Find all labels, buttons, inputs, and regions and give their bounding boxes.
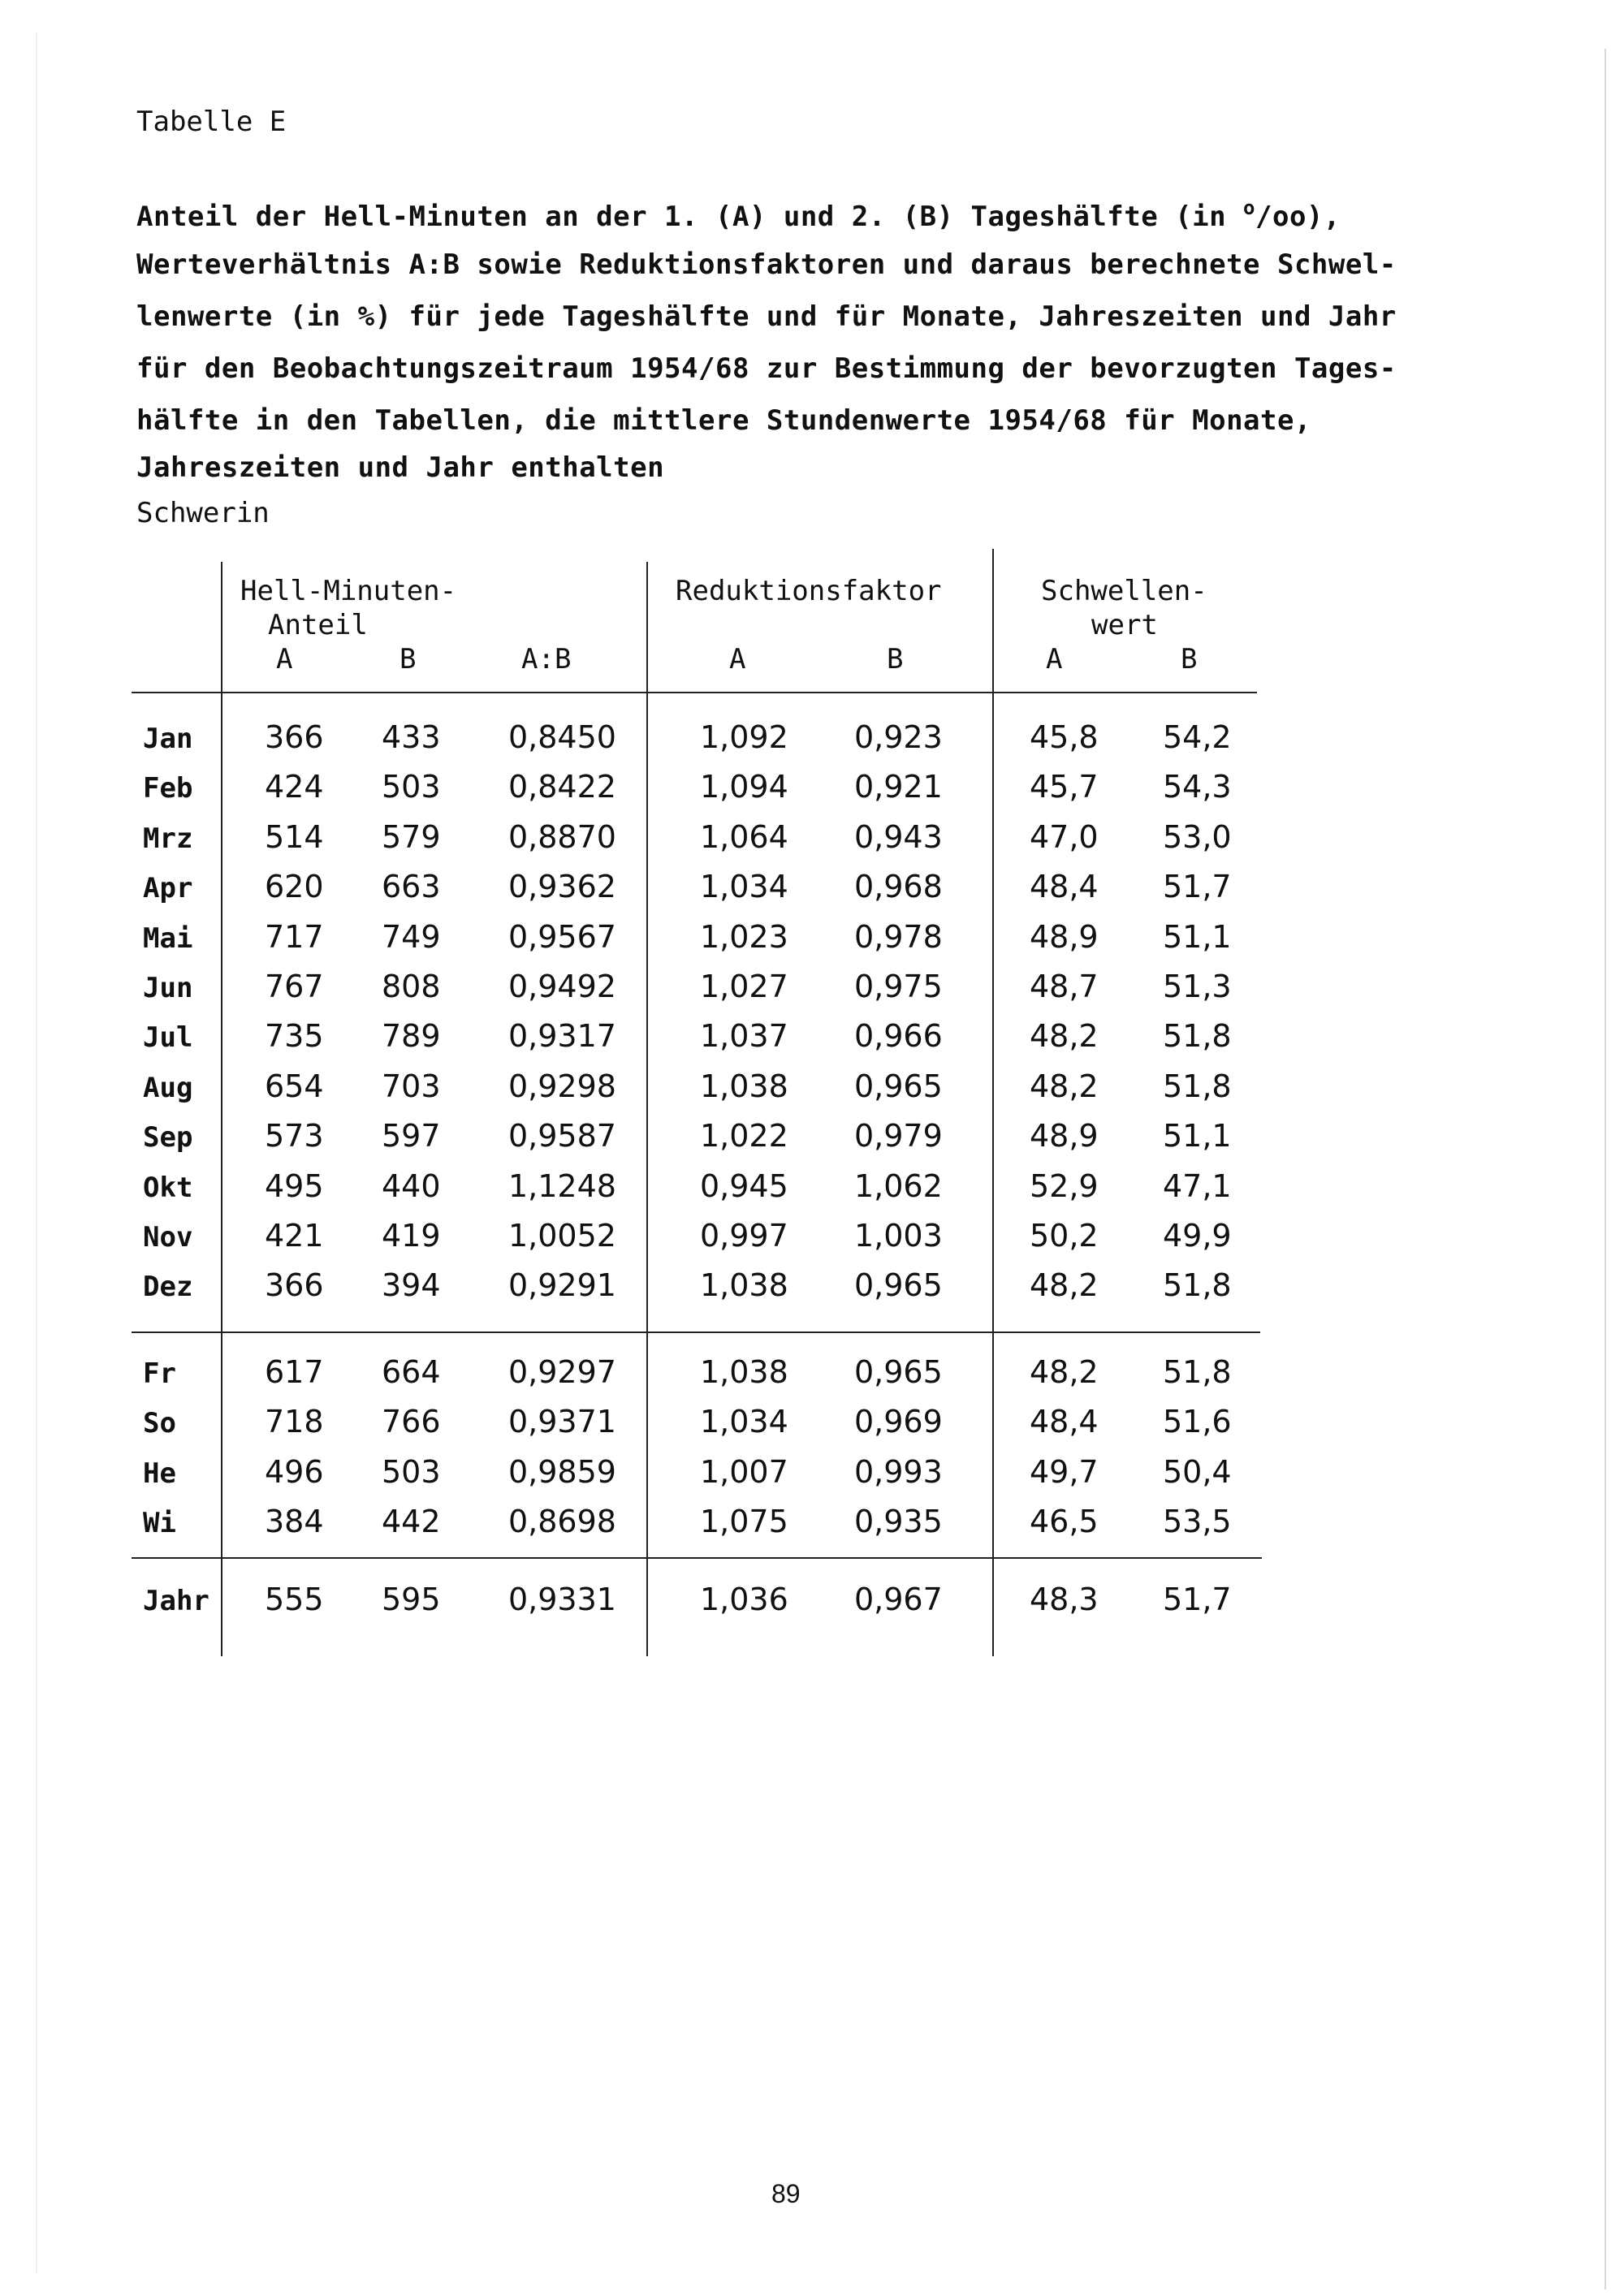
header-anteil: Anteil: [268, 609, 368, 641]
caption-line: Jahreszeiten und Jahr enthalten: [136, 451, 665, 484]
cell-red-a: 1,092: [700, 719, 788, 755]
cell-hell-b: 808: [382, 969, 441, 1004]
cell-ratio: 0,9298: [508, 1068, 616, 1104]
cell-ratio: 0,9291: [508, 1267, 616, 1303]
cell-hell-b: 664: [382, 1354, 441, 1390]
table-label: Tabelle E: [136, 106, 287, 138]
cell-red-b: 0,979: [854, 1118, 943, 1154]
season-label: Wi: [143, 1507, 176, 1539]
cell-red-a: 1,034: [700, 1404, 788, 1439]
cell-red-a: 1,038: [700, 1068, 788, 1104]
cell-hell-a: 717: [265, 919, 324, 955]
cell-red-b: 0,965: [854, 1354, 943, 1390]
cell-red-a: 0,945: [700, 1168, 788, 1204]
cell-hell-b: 440: [382, 1168, 441, 1204]
cell-hell-a: 767: [265, 969, 324, 1004]
cell-hell-a: 495: [265, 1168, 324, 1204]
station-name: Schwerin: [136, 497, 270, 529]
cell-sch-b: 53,0: [1163, 819, 1232, 855]
header-reduktionsfaktor: Reduktionsfaktor: [676, 575, 942, 607]
month-label: Mrz: [143, 822, 193, 855]
header-sch-b: B: [1181, 643, 1198, 675]
cell-sch-b: 53,5: [1163, 1504, 1232, 1539]
cell-ratio: 0,8422: [508, 769, 616, 805]
cell-sch-b: 50,4: [1163, 1454, 1232, 1490]
cell-hell-a: 718: [265, 1404, 324, 1439]
cell-hell-b: 766: [382, 1404, 441, 1439]
month-label: Apr: [143, 872, 193, 904]
cell-ratio: 0,9362: [508, 869, 616, 904]
cell-ratio: 0,9331: [508, 1582, 616, 1617]
cell-sch-a: 48,2: [1030, 1068, 1099, 1104]
cell-red-a: 1,036: [700, 1582, 788, 1617]
cell-ratio: 0,9317: [508, 1018, 616, 1054]
cell-red-b: 0,921: [854, 769, 943, 805]
cell-red-b: 0,967: [854, 1582, 943, 1617]
caption-line: Werteverhältnis A:B sowie Reduktionsfaktoren und daraus berechnete Schwel-: [136, 248, 1397, 281]
month-label: Mai: [143, 922, 193, 955]
cell-hell-a: 573: [265, 1118, 324, 1154]
cell-red-b: 0,935: [854, 1504, 943, 1539]
cell-sch-a: 49,7: [1030, 1454, 1099, 1490]
header-wert: wert: [1091, 609, 1158, 641]
month-label: Dez: [143, 1271, 193, 1303]
cell-ratio: 0,9587: [508, 1118, 616, 1154]
cell-sch-b: 47,1: [1163, 1168, 1232, 1204]
cell-hell-b: 442: [382, 1504, 441, 1539]
cell-hell-b: 595: [382, 1582, 441, 1617]
cell-red-a: 0,997: [700, 1218, 788, 1254]
cell-hell-b: 433: [382, 719, 441, 755]
cell-hell-b: 789: [382, 1018, 441, 1054]
header-red-a: A: [729, 643, 746, 675]
cell-ratio: 0,9371: [508, 1404, 616, 1439]
cell-hell-b: 703: [382, 1068, 441, 1104]
cell-sch-a: 50,2: [1030, 1218, 1099, 1254]
cell-hell-a: 555: [265, 1582, 324, 1617]
cell-ratio: 0,9859: [508, 1454, 616, 1490]
header-hell-a: A: [276, 643, 293, 675]
scan-edge-left: [36, 32, 37, 2273]
cell-red-a: 1,007: [700, 1454, 788, 1490]
cell-hell-b: 597: [382, 1118, 441, 1154]
year-label: Jahr: [143, 1585, 209, 1617]
header-ratio: A:B: [521, 643, 572, 675]
scan-edge-right: [1605, 49, 1606, 2290]
cell-hell-b: 579: [382, 819, 441, 855]
cell-sch-b: 51,7: [1163, 1582, 1232, 1617]
cell-red-b: 0,978: [854, 919, 943, 955]
header-rule: [132, 692, 1257, 693]
cell-hell-a: 620: [265, 869, 324, 904]
page-number: 89: [771, 2179, 801, 2208]
cell-sch-a: 48,3: [1030, 1582, 1099, 1617]
cell-sch-a: 48,9: [1030, 919, 1099, 955]
cell-sch-a: 48,2: [1030, 1267, 1099, 1303]
cell-hell-a: 514: [265, 819, 324, 855]
cell-hell-b: 749: [382, 919, 441, 955]
cell-sch-b: 51,8: [1163, 1018, 1232, 1054]
cell-sch-b: 49,9: [1163, 1218, 1232, 1254]
cell-sch-b: 51,1: [1163, 1118, 1232, 1154]
cell-red-a: 1,022: [700, 1118, 788, 1154]
cell-sch-a: 48,2: [1030, 1018, 1099, 1054]
cell-red-b: 0,943: [854, 819, 943, 855]
cell-sch-b: 51,8: [1163, 1267, 1232, 1303]
header-hell-minuten: Hell-Minuten-: [240, 575, 457, 607]
cell-red-b: 0,966: [854, 1018, 943, 1054]
cell-hell-a: 366: [265, 719, 324, 755]
caption-line: lenwerte (in %) für jede Tageshälfte und für Monate, Jahreszeiten und Jahr: [136, 300, 1397, 333]
cell-red-a: 1,075: [700, 1504, 788, 1539]
cell-sch-a: 48,7: [1030, 969, 1099, 1004]
header-hell-b: B: [400, 643, 417, 675]
cell-red-a: 1,037: [700, 1018, 788, 1054]
month-label: Feb: [143, 772, 193, 805]
cell-red-a: 1,094: [700, 769, 788, 805]
cell-red-b: 1,003: [854, 1218, 943, 1254]
month-label: Aug: [143, 1072, 193, 1104]
cell-hell-b: 503: [382, 769, 441, 805]
seasons-year-rule: [132, 1557, 1262, 1559]
cell-sch-b: 51,1: [1163, 919, 1232, 955]
cell-red-a: 1,064: [700, 819, 788, 855]
cell-hell-a: 617: [265, 1354, 324, 1390]
cell-red-b: 0,923: [854, 719, 943, 755]
month-label: Okt: [143, 1172, 193, 1204]
caption-line: für den Beobachtungszeitraum 1954/68 zur Bestimmung der bevorzugten Tages-: [136, 352, 1397, 385]
cell-ratio: 0,8698: [508, 1504, 616, 1539]
cell-sch-b: 51,8: [1163, 1354, 1232, 1390]
cell-sch-b: 54,3: [1163, 769, 1232, 805]
cell-sch-b: 51,3: [1163, 969, 1232, 1004]
cell-ratio: 1,0052: [508, 1218, 616, 1254]
cell-sch-a: 45,8: [1030, 719, 1099, 755]
season-label: He: [143, 1457, 176, 1490]
cell-red-a: 1,023: [700, 919, 788, 955]
cell-red-b: 0,965: [854, 1267, 943, 1303]
cell-red-b: 0,965: [854, 1068, 943, 1104]
header-red-b: B: [887, 643, 904, 675]
month-label: Jan: [143, 723, 193, 755]
ratio-column-divider: [646, 562, 648, 1656]
caption-line: hälfte in den Tabellen, die mittlere Stundenwerte 1954/68 für Monate,: [136, 404, 1311, 437]
reduktion-column-divider: [992, 549, 994, 1656]
cell-sch-b: 54,2: [1163, 719, 1232, 755]
cell-hell-a: 421: [265, 1218, 324, 1254]
cell-sch-b: 51,7: [1163, 869, 1232, 904]
cell-red-b: 0,968: [854, 869, 943, 904]
cell-ratio: 0,8870: [508, 819, 616, 855]
cell-hell-a: 366: [265, 1267, 324, 1303]
cell-sch-a: 48,9: [1030, 1118, 1099, 1154]
cell-red-b: 1,062: [854, 1168, 943, 1204]
cell-red-b: 0,993: [854, 1454, 943, 1490]
month-label: Jun: [143, 972, 193, 1004]
cell-ratio: 0,9567: [508, 919, 616, 955]
cell-sch-a: 45,7: [1030, 769, 1099, 805]
month-label: Jul: [143, 1021, 193, 1054]
cell-hell-b: 503: [382, 1454, 441, 1490]
season-label: So: [143, 1407, 176, 1439]
cell-sch-a: 46,5: [1030, 1504, 1099, 1539]
cell-red-a: 1,038: [700, 1267, 788, 1303]
cell-ratio: 0,8450: [508, 719, 616, 755]
cell-red-a: 1,038: [700, 1354, 788, 1390]
cell-sch-a: 52,9: [1030, 1168, 1099, 1204]
cell-ratio: 0,9297: [508, 1354, 616, 1390]
months-seasons-rule: [132, 1331, 1260, 1333]
header-schwellen: Schwellen-: [1041, 575, 1207, 607]
cell-hell-a: 424: [265, 769, 324, 805]
month-label: Nov: [143, 1221, 193, 1254]
cell-sch-a: 48,4: [1030, 869, 1099, 904]
cell-red-b: 0,975: [854, 969, 943, 1004]
cell-sch-a: 47,0: [1030, 819, 1099, 855]
cell-hell-a: 496: [265, 1454, 324, 1490]
cell-sch-b: 51,6: [1163, 1404, 1232, 1439]
cell-red-a: 1,027: [700, 969, 788, 1004]
cell-hell-a: 384: [265, 1504, 324, 1539]
cell-hell-a: 654: [265, 1068, 324, 1104]
month-label: Sep: [143, 1121, 193, 1154]
cell-sch-a: 48,4: [1030, 1404, 1099, 1439]
caption-line: Anteil der Hell-Minuten an der 1. (A) und 2. (B) Tageshälfte (in $^o$/oo),: [136, 196, 1341, 233]
label-column-divider: [221, 562, 222, 1656]
cell-red-a: 1,034: [700, 869, 788, 904]
cell-sch-a: 48,2: [1030, 1354, 1099, 1390]
cell-sch-b: 51,8: [1163, 1068, 1232, 1104]
season-label: Fr: [143, 1357, 176, 1390]
cell-hell-b: 419: [382, 1218, 441, 1254]
cell-red-b: 0,969: [854, 1404, 943, 1439]
cell-hell-b: 663: [382, 869, 441, 904]
cell-ratio: 1,1248: [508, 1168, 616, 1204]
cell-hell-a: 735: [265, 1018, 324, 1054]
cell-hell-b: 394: [382, 1267, 441, 1303]
header-sch-a: A: [1046, 643, 1063, 675]
cell-ratio: 0,9492: [508, 969, 616, 1004]
